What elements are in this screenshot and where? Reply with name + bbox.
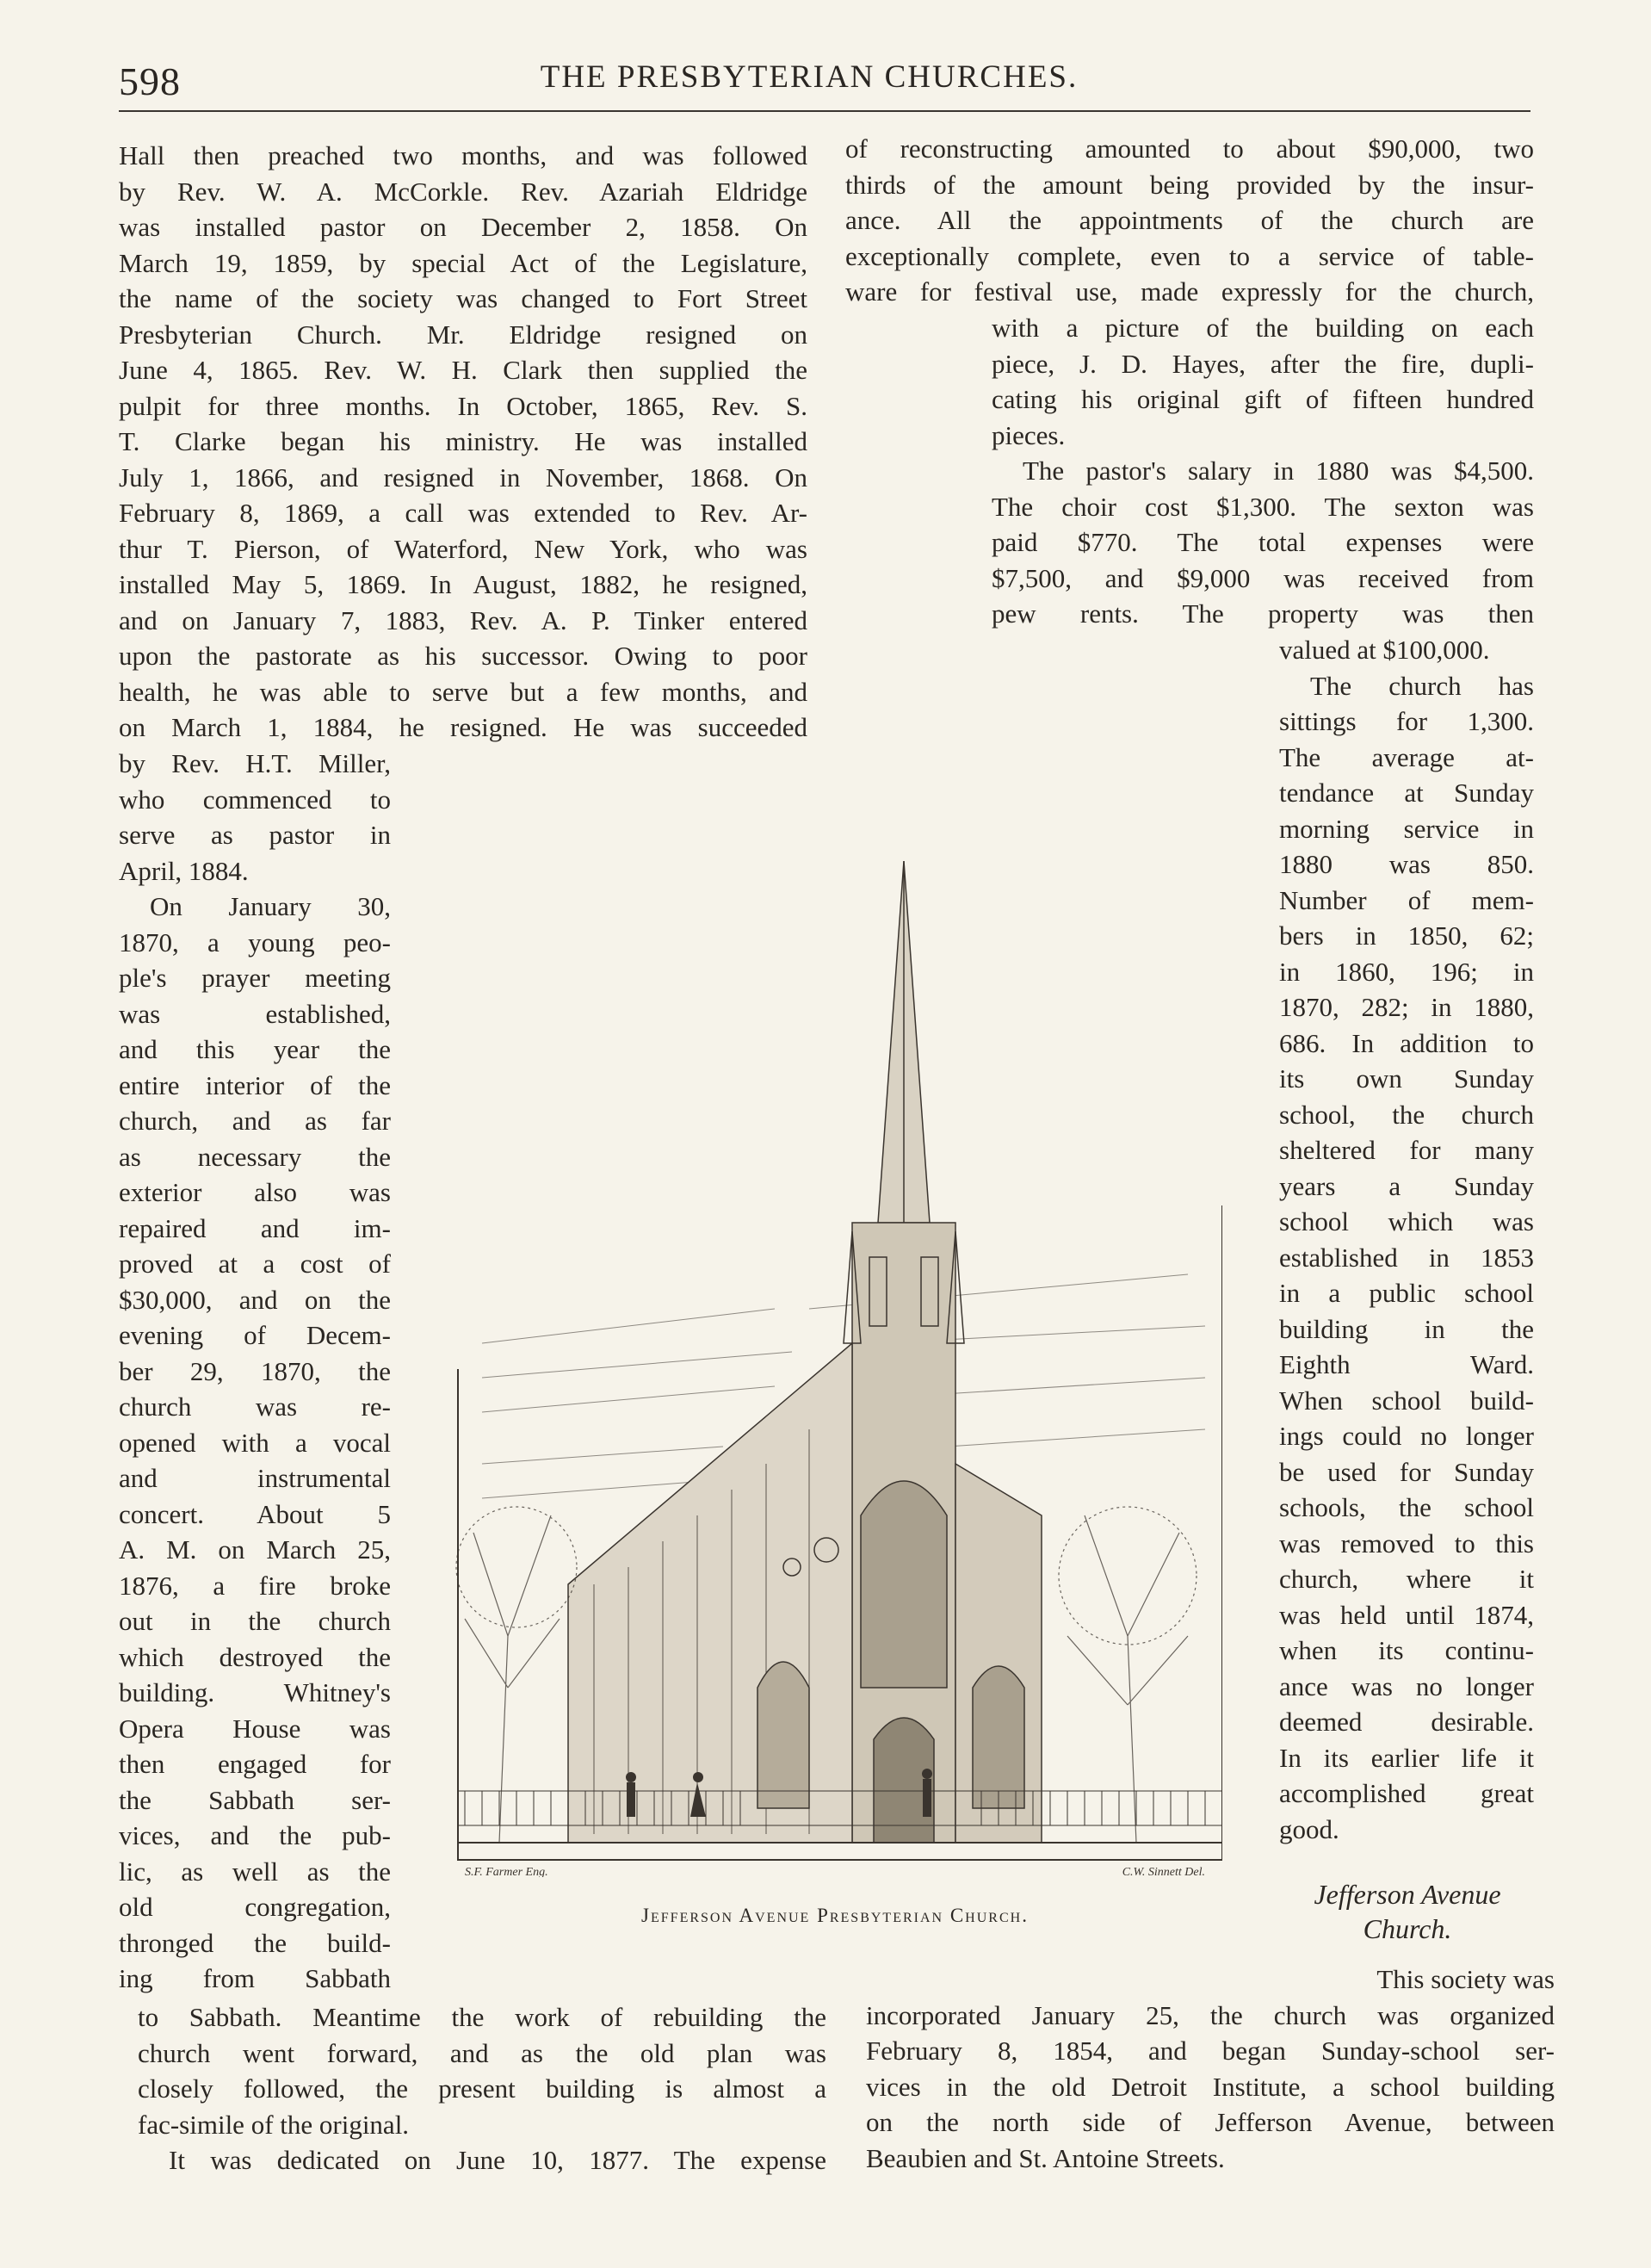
text-line: was established,: [119, 998, 391, 1029]
text-line: building. Whitney's: [119, 1677, 391, 1707]
text-line: the name of the society was changed to Fort Street: [119, 283, 807, 313]
text-line: ber 29, 1870, the: [119, 1355, 391, 1386]
text-line: school, the church: [1279, 1099, 1534, 1130]
text-line: ance. All the appointments of the church are: [845, 205, 1534, 235]
running-title: THE PRESBYTERIAN CHURCHES.: [540, 59, 1079, 95]
text-line: old congregation,: [119, 1892, 391, 1922]
left-column-top: [119, 138, 807, 746]
right-column-bottom: [866, 1961, 1555, 2176]
text-line: $30,000, and on the: [119, 1284, 391, 1315]
text-line: with a picture of the building on each: [992, 313, 1534, 343]
text-line: 1870, 282; in 1880,: [1279, 992, 1534, 1022]
text-line: ple's prayer meeting: [119, 963, 391, 993]
text-line: as necessary the: [119, 1141, 391, 1172]
right-column-middle: [992, 310, 1534, 632]
text-line: serve as pastor in: [119, 820, 391, 850]
text-line: Opera House was: [119, 1713, 391, 1744]
text-line: entire interior of the: [119, 1069, 391, 1100]
text-line: ing from Sabbath: [119, 1963, 391, 1993]
text-line: evening of Decem-: [119, 1320, 391, 1350]
text-line: The church has: [1310, 670, 1534, 701]
text-line: which destroyed the: [119, 1641, 391, 1672]
text-line: fac-simile of the original.: [138, 2109, 410, 2140]
text-line: opened with a vocal: [119, 1427, 391, 1458]
text-line: exceptionally complete, even to a service of table-: [845, 240, 1534, 271]
text-line: be used for Sunday: [1279, 1456, 1534, 1487]
left-column-bottom: [138, 1999, 826, 2178]
text-line: building in the: [1279, 1313, 1534, 1344]
text-line: pew rents. The property was then: [992, 598, 1534, 629]
text-line: then engaged for: [119, 1749, 391, 1779]
text-line: The pastor's salary in 1880 was $4,500.: [1023, 455, 1534, 486]
text-line: paid $770. The total expenses were: [992, 527, 1534, 557]
text-line: repaired and im-: [119, 1212, 391, 1243]
text-line: in a public school: [1279, 1278, 1534, 1308]
text-line: 1880 was 850.: [1279, 849, 1534, 879]
text-line: It was dedicated on June 10, 1877. The expense: [169, 2145, 826, 2175]
text-line: out in the church: [119, 1606, 391, 1636]
text-line: years a Sunday: [1279, 1170, 1534, 1201]
text-line: of reconstructing amounted to about $90,000, two: [845, 133, 1534, 164]
text-line: February 8, 1869, a call was extended to Rev. Ar-: [119, 498, 807, 528]
text-line: lic, as well as the: [119, 1856, 391, 1887]
text-line: pieces.: [992, 419, 1066, 450]
text-line: vices, and the pub-: [119, 1820, 391, 1850]
text-line: church was re-: [119, 1391, 391, 1422]
text-line: schools, the school: [1279, 1492, 1534, 1522]
text-line: This society was: [1376, 1964, 1555, 1994]
text-line: installed May 5, 1869. In August, 1882, he resigned,: [119, 569, 807, 599]
text-line: ware for festival use, made expressly for the church,: [845, 276, 1534, 307]
text-line: thur T. Pierson, of Waterford, New York, who was: [119, 533, 807, 564]
text-line: Hall then preached two months, and was followed: [119, 140, 807, 170]
text-line: to Sabbath. Meantime the work of rebuilding the: [138, 2002, 826, 2032]
text-line: the Sabbath ser-: [119, 1784, 391, 1815]
text-line: tendance at Sunday: [1279, 778, 1534, 808]
text-line: church, and as far: [119, 1106, 391, 1136]
text-line: March 19, 1859, by special Act of the Legislature,: [119, 247, 807, 278]
text-line: its own Sunday: [1279, 1063, 1534, 1094]
text-line: concert. About 5: [119, 1498, 391, 1529]
text-line: and on January 7, 1883, Rev. A. P. Tinker entered: [119, 604, 807, 635]
text-line: The average at-: [1279, 741, 1534, 772]
text-line: Beaubien and St. Antoine Streets.: [866, 2142, 1225, 2173]
text-line: closely followed, the present building is almost a: [138, 2073, 826, 2104]
text-line: The choir cost $1,300. The sexton was: [992, 491, 1534, 522]
text-line: exterior also was: [119, 1177, 391, 1207]
text-line: on the north side of Jefferson Avenue, between: [866, 2107, 1555, 2137]
text-line: bers in 1850, 62;: [1279, 920, 1534, 951]
text-line: church, where it: [1279, 1564, 1534, 1594]
engraver-credit-left: S.F. Farmer Eng.: [465, 1866, 548, 1877]
text-line: accomplished great: [1279, 1778, 1534, 1808]
text-line: Eighth Ward.: [1279, 1349, 1534, 1379]
text-line: pulpit for three months. In October, 1865, Rev. S.: [119, 390, 807, 421]
text-line: school which was: [1279, 1206, 1534, 1236]
church-engraving: [448, 861, 1222, 1877]
text-line: On January 30,: [150, 891, 391, 921]
text-line: was held until 1874,: [1279, 1599, 1534, 1630]
right-column-narrow: [1279, 632, 1534, 1847]
text-line: vices in the old Detroit Institute, a school building: [866, 2071, 1555, 2102]
text-line: T. Clarke began his ministry. He was installed: [119, 426, 807, 456]
text-line: valued at $100,000.: [1279, 635, 1490, 665]
text-line: and this year the: [119, 1034, 391, 1064]
text-line: 686. In addition to: [1279, 1027, 1534, 1058]
text-line: deemed desirable.: [1279, 1707, 1534, 1737]
text-line: thirds of the amount being provided by the insur-: [845, 169, 1534, 200]
text-line: morning service in: [1279, 813, 1534, 844]
engraver-credit-right: C.W. Sinnett Del.: [1122, 1866, 1205, 1877]
right-column-top: [845, 131, 1534, 310]
text-line: sheltered for many: [1279, 1135, 1534, 1165]
text-line: sittings for 1,300.: [1279, 706, 1534, 736]
text-line: in 1860, 196; in: [1279, 956, 1534, 987]
text-line: piece, J. D. Hayes, after the fire, dupli-: [992, 348, 1534, 379]
text-line: proved at a cost of: [119, 1249, 391, 1279]
text-line: when its continu-: [1279, 1635, 1534, 1665]
subheading-line: Church.: [1363, 1913, 1452, 1944]
page-number: 598: [119, 59, 181, 103]
text-line: 1870, a young peo-: [119, 926, 391, 957]
text-line: upon the pastorate as his successor. Owing to poor: [119, 641, 807, 671]
illustration-caption: Jefferson Avenue Presbyterian Church.: [641, 1905, 1029, 1926]
text-line: April, 1884.: [119, 855, 249, 886]
text-line: Number of mem-: [1279, 884, 1534, 915]
subheading-line: Jefferson Avenue: [1314, 1879, 1501, 1910]
text-line: In its earlier life it: [1279, 1742, 1534, 1773]
text-line: February 8, 1854, and began Sunday-school ser-: [866, 2036, 1555, 2066]
text-line: July 1, 1866, and resigned in November, 1868. On: [119, 462, 807, 493]
text-line: $7,500, and $9,000 was received from: [992, 562, 1534, 593]
text-line: ance was no longer: [1279, 1670, 1534, 1701]
text-line: incorporated January 25, the church was organized: [866, 1999, 1555, 2030]
text-line: who commenced to: [119, 784, 391, 815]
text-line: and instrumental: [119, 1463, 391, 1493]
text-line: was installed pastor on December 2, 1858. On: [119, 212, 807, 242]
section-subheading: [1265, 1877, 1549, 1946]
text-line: A. M. on March 25,: [119, 1534, 391, 1565]
text-line: health, he was able to serve but a few months, and: [119, 676, 807, 707]
text-line: cating his original gift of fifteen hundred: [992, 384, 1534, 414]
text-line: church went forward, and as the old plan was: [138, 2037, 826, 2068]
text-line: by Rev. W. A. McCorkle. Rev. Azariah Eldridge: [119, 176, 807, 207]
header-rule: [119, 110, 1530, 112]
text-line: Presbyterian Church. Mr. Eldridge resigned on: [119, 319, 807, 350]
text-line: When school build-: [1279, 1385, 1534, 1416]
text-line: June 4, 1865. Rev. W. H. Clark then supplied the: [119, 355, 807, 385]
text-line: by Rev. H.T. Miller,: [119, 748, 391, 778]
text-line: 1876, a fire broke: [119, 1570, 391, 1601]
text-line: was removed to this: [1279, 1527, 1534, 1558]
text-line: established in 1853: [1279, 1242, 1534, 1273]
left-column-narrow: [119, 746, 391, 1997]
text-line: good.: [1279, 1813, 1339, 1844]
text-line: ings could no longer: [1279, 1421, 1534, 1451]
text-line: thronged the build-: [119, 1927, 391, 1958]
text-line: on March 1, 1884, he resigned. He was succeeded: [119, 712, 807, 742]
